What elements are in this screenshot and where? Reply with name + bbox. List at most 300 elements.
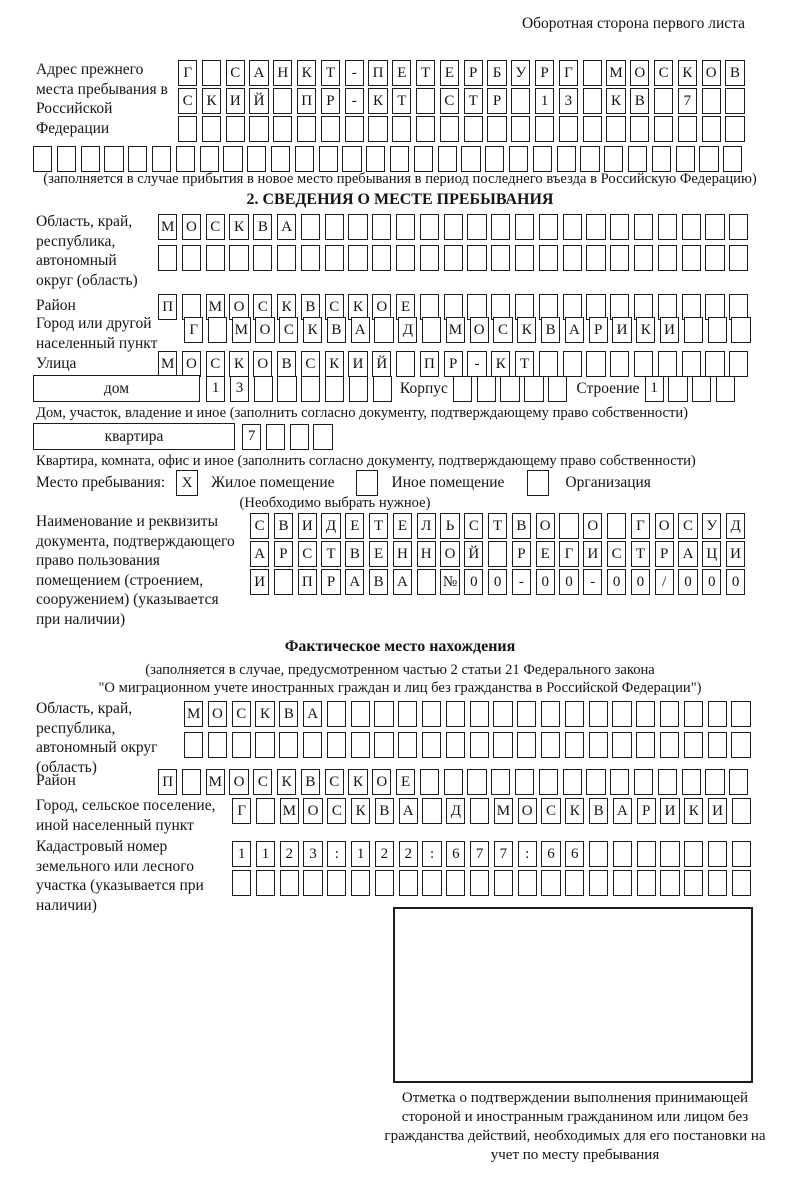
char-box[interactable]: И — [298, 513, 317, 539]
char-box[interactable]: - — [512, 569, 531, 595]
char-box[interactable] — [256, 798, 275, 824]
char-box[interactable]: О — [518, 798, 537, 824]
char-box[interactable]: А — [565, 317, 584, 343]
char-box[interactable]: 7 — [678, 88, 697, 114]
char-box[interactable] — [654, 116, 673, 142]
char-box[interactable] — [372, 214, 391, 240]
char-box[interactable] — [390, 146, 409, 172]
char-box[interactable] — [392, 116, 411, 142]
char-box[interactable]: 1 — [645, 376, 664, 402]
char-box[interactable] — [319, 146, 338, 172]
char-box[interactable] — [563, 245, 582, 271]
char-box[interactable] — [446, 870, 465, 896]
char-box[interactable] — [374, 317, 393, 343]
char-box[interactable]: 2 — [399, 841, 418, 867]
char-box[interactable] — [349, 376, 368, 402]
char-box[interactable]: О — [253, 351, 272, 377]
char-box[interactable] — [491, 245, 510, 271]
char-box[interactable]: В — [279, 701, 298, 727]
char-box[interactable]: Р — [321, 88, 340, 114]
char-box[interactable] — [396, 351, 415, 377]
char-box[interactable]: В — [301, 769, 320, 795]
char-box[interactable] — [303, 870, 322, 896]
char-box[interactable] — [708, 732, 727, 758]
char-box[interactable] — [699, 146, 718, 172]
char-box[interactable] — [637, 870, 656, 896]
char-box[interactable] — [470, 870, 489, 896]
char-box[interactable] — [247, 146, 266, 172]
char-box[interactable] — [612, 701, 631, 727]
char-box[interactable]: Т — [369, 513, 388, 539]
char-box[interactable]: Е — [396, 769, 415, 795]
char-box[interactable] — [541, 732, 560, 758]
char-box[interactable] — [200, 146, 219, 172]
char-box[interactable]: К — [368, 88, 387, 114]
char-box[interactable]: И — [348, 351, 367, 377]
char-box[interactable] — [255, 732, 274, 758]
char-box[interactable] — [557, 146, 576, 172]
char-box[interactable] — [705, 351, 724, 377]
char-box[interactable]: О — [229, 294, 248, 320]
char-box[interactable] — [708, 701, 727, 727]
char-box[interactable] — [277, 376, 296, 402]
char-box[interactable] — [374, 732, 393, 758]
char-box[interactable]: О — [440, 541, 459, 567]
char-box[interactable] — [716, 376, 735, 402]
char-box[interactable]: Т — [515, 351, 534, 377]
char-box[interactable] — [539, 245, 558, 271]
char-box[interactable] — [637, 841, 656, 867]
char-box[interactable]: : — [518, 841, 537, 867]
char-box[interactable] — [470, 732, 489, 758]
char-box[interactable]: Р — [512, 541, 531, 567]
char-box[interactable] — [271, 146, 290, 172]
char-box[interactable]: К — [491, 351, 510, 377]
char-box[interactable]: Г — [178, 60, 197, 86]
char-box[interactable] — [493, 732, 512, 758]
char-box[interactable]: Р — [589, 317, 608, 343]
char-box[interactable] — [303, 732, 322, 758]
char-box[interactable] — [500, 376, 519, 402]
char-box[interactable] — [301, 245, 320, 271]
char-box[interactable]: 0 — [488, 569, 507, 595]
char-box[interactable] — [444, 245, 463, 271]
char-box[interactable] — [178, 116, 197, 142]
char-box[interactable]: Т — [416, 60, 435, 86]
char-box[interactable] — [583, 60, 602, 86]
char-box[interactable]: В — [369, 569, 388, 595]
char-box[interactable]: : — [422, 841, 441, 867]
char-box[interactable] — [708, 317, 727, 343]
char-box[interactable] — [678, 116, 697, 142]
char-box[interactable] — [491, 214, 510, 240]
char-box[interactable] — [515, 214, 534, 240]
char-box[interactable]: Е — [536, 541, 555, 567]
char-box[interactable] — [470, 701, 489, 727]
char-box[interactable] — [256, 870, 275, 896]
char-box[interactable] — [373, 376, 392, 402]
char-box[interactable] — [232, 870, 251, 896]
char-box[interactable]: М — [280, 798, 299, 824]
char-box[interactable]: С — [298, 541, 317, 567]
char-box[interactable] — [461, 146, 480, 172]
char-box[interactable] — [610, 769, 629, 795]
char-box[interactable] — [277, 245, 296, 271]
char-box[interactable]: К — [202, 88, 221, 114]
char-box[interactable]: 1 — [232, 841, 251, 867]
char-box[interactable]: Т — [321, 60, 340, 86]
char-box[interactable]: О — [702, 60, 721, 86]
char-box[interactable] — [613, 841, 632, 867]
char-box[interactable]: М — [232, 317, 251, 343]
char-box[interactable] — [583, 88, 602, 114]
char-box[interactable] — [417, 569, 436, 595]
char-box[interactable]: Е — [440, 60, 459, 86]
char-box[interactable] — [422, 798, 441, 824]
char-box[interactable]: В — [274, 513, 293, 539]
char-box[interactable]: Г — [559, 60, 578, 86]
char-box[interactable]: Г — [232, 798, 251, 824]
char-box[interactable]: С — [607, 541, 626, 567]
char-box[interactable]: 0 — [559, 569, 578, 595]
char-box[interactable] — [274, 569, 293, 595]
char-box[interactable]: К — [303, 317, 322, 343]
char-box[interactable] — [660, 841, 679, 867]
char-box[interactable]: К — [348, 294, 367, 320]
char-box[interactable]: В — [589, 798, 608, 824]
char-box[interactable] — [517, 701, 536, 727]
char-box[interactable]: В — [301, 294, 320, 320]
char-box[interactable] — [464, 116, 483, 142]
char-box[interactable]: И — [583, 541, 602, 567]
char-box[interactable]: К — [229, 351, 248, 377]
char-box[interactable]: В — [327, 317, 346, 343]
char-box[interactable] — [488, 541, 507, 567]
char-box[interactable] — [348, 245, 367, 271]
char-box[interactable]: У — [511, 60, 530, 86]
char-box[interactable]: М — [494, 798, 513, 824]
char-box[interactable]: М — [206, 769, 225, 795]
char-box[interactable] — [398, 732, 417, 758]
char-box[interactable] — [226, 116, 245, 142]
char-box[interactable] — [348, 214, 367, 240]
residential-checkbox[interactable]: X — [176, 470, 198, 496]
char-box[interactable]: Д — [321, 513, 340, 539]
char-box[interactable] — [565, 732, 584, 758]
char-box[interactable]: И — [660, 798, 679, 824]
char-box[interactable] — [325, 214, 344, 240]
char-box[interactable]: М — [606, 60, 625, 86]
char-box[interactable]: М — [446, 317, 465, 343]
char-box[interactable] — [509, 146, 528, 172]
char-box[interactable] — [613, 870, 632, 896]
char-box[interactable] — [517, 732, 536, 758]
char-box[interactable] — [414, 146, 433, 172]
char-box[interactable] — [634, 769, 653, 795]
char-box[interactable]: С — [493, 317, 512, 343]
char-box[interactable] — [535, 116, 554, 142]
char-box[interactable]: 2 — [280, 841, 299, 867]
char-box[interactable]: О — [372, 769, 391, 795]
char-box[interactable] — [660, 732, 679, 758]
char-box[interactable]: Д — [446, 798, 465, 824]
char-box[interactable] — [158, 245, 177, 271]
char-box[interactable] — [682, 245, 701, 271]
char-box[interactable] — [708, 870, 727, 896]
char-box[interactable] — [684, 870, 703, 896]
char-box[interactable] — [515, 769, 534, 795]
char-box[interactable]: Е — [396, 294, 415, 320]
char-box[interactable] — [467, 214, 486, 240]
char-box[interactable]: О — [372, 294, 391, 320]
char-box[interactable] — [563, 214, 582, 240]
char-box[interactable] — [729, 214, 748, 240]
char-box[interactable]: 6 — [446, 841, 465, 867]
char-box[interactable] — [422, 732, 441, 758]
char-box[interactable] — [541, 701, 560, 727]
char-box[interactable] — [327, 732, 346, 758]
char-box[interactable]: 0 — [726, 569, 745, 595]
char-box[interactable] — [327, 870, 346, 896]
char-box[interactable]: О — [182, 214, 201, 240]
char-box[interactable] — [254, 376, 273, 402]
char-box[interactable] — [676, 146, 695, 172]
char-box[interactable] — [325, 376, 344, 402]
char-box[interactable] — [477, 376, 496, 402]
char-box[interactable] — [280, 870, 299, 896]
char-box[interactable]: О — [229, 769, 248, 795]
char-box[interactable]: С — [250, 513, 269, 539]
char-box[interactable]: 1 — [351, 841, 370, 867]
char-box[interactable]: 1 — [256, 841, 275, 867]
char-box[interactable]: О — [303, 798, 322, 824]
char-box[interactable] — [152, 146, 171, 172]
char-box[interactable]: К — [517, 317, 536, 343]
char-box[interactable] — [580, 146, 599, 172]
char-box[interactable] — [446, 701, 465, 727]
char-box[interactable] — [610, 245, 629, 271]
char-box[interactable] — [725, 88, 744, 114]
char-box[interactable] — [420, 214, 439, 240]
char-box[interactable]: - — [583, 569, 602, 595]
char-box[interactable]: С — [232, 701, 251, 727]
char-box[interactable]: 7 — [494, 841, 513, 867]
char-box[interactable]: 0 — [607, 569, 626, 595]
char-box[interactable]: Т — [464, 88, 483, 114]
char-box[interactable] — [301, 376, 320, 402]
char-box[interactable]: О — [655, 513, 674, 539]
char-box[interactable] — [485, 146, 504, 172]
char-box[interactable] — [658, 245, 677, 271]
char-box[interactable] — [301, 214, 320, 240]
char-box[interactable]: Л — [417, 513, 436, 539]
char-box[interactable]: С — [440, 88, 459, 114]
char-box[interactable] — [731, 732, 750, 758]
char-box[interactable]: 3 — [230, 376, 249, 402]
char-box[interactable] — [440, 116, 459, 142]
char-box[interactable] — [295, 146, 314, 172]
char-box[interactable]: В — [630, 88, 649, 114]
char-box[interactable] — [559, 513, 578, 539]
other-premises-checkbox[interactable] — [356, 470, 378, 496]
char-box[interactable]: К — [325, 351, 344, 377]
char-box[interactable]: 2 — [375, 841, 394, 867]
char-box[interactable]: С — [327, 798, 346, 824]
char-box[interactable]: С — [325, 294, 344, 320]
char-box[interactable] — [732, 870, 751, 896]
char-box[interactable]: И — [708, 798, 727, 824]
char-box[interactable]: С — [301, 351, 320, 377]
char-box[interactable] — [630, 116, 649, 142]
char-box[interactable] — [273, 88, 292, 114]
char-box[interactable]: К — [277, 294, 296, 320]
char-box[interactable] — [493, 701, 512, 727]
char-box[interactable] — [57, 146, 76, 172]
char-box[interactable] — [342, 146, 361, 172]
char-box[interactable] — [416, 116, 435, 142]
char-box[interactable]: П — [420, 351, 439, 377]
char-box[interactable]: Р — [321, 569, 340, 595]
char-box[interactable]: П — [298, 569, 317, 595]
char-box[interactable]: Т — [631, 541, 650, 567]
char-box[interactable]: С — [226, 60, 245, 86]
char-box[interactable]: В — [277, 351, 296, 377]
char-box[interactable] — [182, 245, 201, 271]
char-box[interactable] — [128, 146, 147, 172]
char-box[interactable] — [705, 769, 724, 795]
char-box[interactable] — [589, 841, 608, 867]
char-box[interactable]: А — [250, 541, 269, 567]
char-box[interactable] — [374, 701, 393, 727]
char-box[interactable] — [422, 317, 441, 343]
char-box[interactable] — [176, 146, 195, 172]
char-box[interactable] — [206, 245, 225, 271]
char-box[interactable] — [612, 732, 631, 758]
char-box[interactable] — [446, 732, 465, 758]
char-box[interactable]: О — [208, 701, 227, 727]
char-box[interactable]: А — [303, 701, 322, 727]
char-box[interactable] — [232, 732, 251, 758]
char-box[interactable]: О — [182, 351, 201, 377]
char-box[interactable]: М — [206, 294, 225, 320]
char-box[interactable] — [604, 146, 623, 172]
char-box[interactable] — [279, 732, 298, 758]
char-box[interactable] — [253, 245, 272, 271]
char-box[interactable]: Й — [372, 351, 391, 377]
char-box[interactable]: К — [277, 769, 296, 795]
char-box[interactable]: К — [606, 88, 625, 114]
char-box[interactable]: К — [636, 317, 655, 343]
char-box[interactable] — [202, 116, 221, 142]
char-box[interactable]: 0 — [631, 569, 650, 595]
char-box[interactable] — [708, 841, 727, 867]
char-box[interactable]: Т — [321, 541, 340, 567]
char-box[interactable]: 0 — [678, 569, 697, 595]
char-box[interactable] — [539, 351, 558, 377]
organization-checkbox[interactable] — [527, 470, 549, 496]
char-box[interactable] — [366, 146, 385, 172]
char-box[interactable] — [494, 870, 513, 896]
char-box[interactable] — [583, 116, 602, 142]
char-box[interactable] — [563, 351, 582, 377]
char-box[interactable] — [559, 116, 578, 142]
char-box[interactable] — [539, 214, 558, 240]
char-box[interactable]: А — [351, 317, 370, 343]
char-box[interactable] — [325, 245, 344, 271]
char-box[interactable] — [565, 701, 584, 727]
char-box[interactable] — [652, 146, 671, 172]
char-box[interactable] — [563, 769, 582, 795]
char-box[interactable]: Ь — [440, 513, 459, 539]
char-box[interactable] — [607, 513, 626, 539]
char-box[interactable] — [610, 351, 629, 377]
char-box[interactable]: Е — [345, 513, 364, 539]
char-box[interactable]: М — [158, 214, 177, 240]
char-box[interactable]: - — [345, 88, 364, 114]
char-box[interactable]: Й — [464, 541, 483, 567]
char-box[interactable]: С — [678, 513, 697, 539]
char-box[interactable] — [420, 245, 439, 271]
char-box[interactable] — [684, 701, 703, 727]
char-box[interactable]: И — [660, 317, 679, 343]
char-box[interactable]: А — [277, 214, 296, 240]
char-box[interactable] — [692, 376, 711, 402]
char-box[interactable]: 3 — [559, 88, 578, 114]
char-box[interactable]: Г — [184, 317, 203, 343]
char-box[interactable] — [467, 245, 486, 271]
char-box[interactable]: А — [249, 60, 268, 86]
char-box[interactable]: С — [253, 294, 272, 320]
char-box[interactable]: Р — [487, 88, 506, 114]
char-box[interactable]: Г — [559, 541, 578, 567]
char-box[interactable] — [182, 769, 201, 795]
char-box[interactable] — [487, 116, 506, 142]
char-box[interactable]: Н — [393, 541, 412, 567]
char-box[interactable] — [586, 245, 605, 271]
char-box[interactable] — [533, 146, 552, 172]
char-box[interactable] — [453, 376, 472, 402]
char-box[interactable]: М — [184, 701, 203, 727]
char-box[interactable] — [422, 701, 441, 727]
char-box[interactable]: В — [541, 317, 560, 343]
char-box[interactable] — [541, 870, 560, 896]
char-box[interactable]: Р — [637, 798, 656, 824]
char-box[interactable] — [731, 701, 750, 727]
char-box[interactable] — [729, 769, 748, 795]
char-box[interactable]: В — [375, 798, 394, 824]
char-box[interactable] — [184, 732, 203, 758]
char-box[interactable]: О — [536, 513, 555, 539]
char-box[interactable]: 7 — [470, 841, 489, 867]
char-box[interactable] — [548, 376, 567, 402]
char-box[interactable]: П — [368, 60, 387, 86]
char-box[interactable] — [660, 701, 679, 727]
char-box[interactable] — [729, 245, 748, 271]
char-box[interactable] — [682, 351, 701, 377]
char-box[interactable] — [327, 701, 346, 727]
char-box[interactable] — [398, 701, 417, 727]
char-box[interactable] — [606, 116, 625, 142]
char-box[interactable] — [634, 351, 653, 377]
char-box[interactable]: П — [158, 769, 177, 795]
char-box[interactable] — [586, 769, 605, 795]
char-box[interactable]: И — [612, 317, 631, 343]
char-box[interactable] — [636, 732, 655, 758]
char-box[interactable] — [351, 732, 370, 758]
char-box[interactable]: Т — [488, 513, 507, 539]
char-box[interactable]: К — [255, 701, 274, 727]
char-box[interactable] — [658, 214, 677, 240]
